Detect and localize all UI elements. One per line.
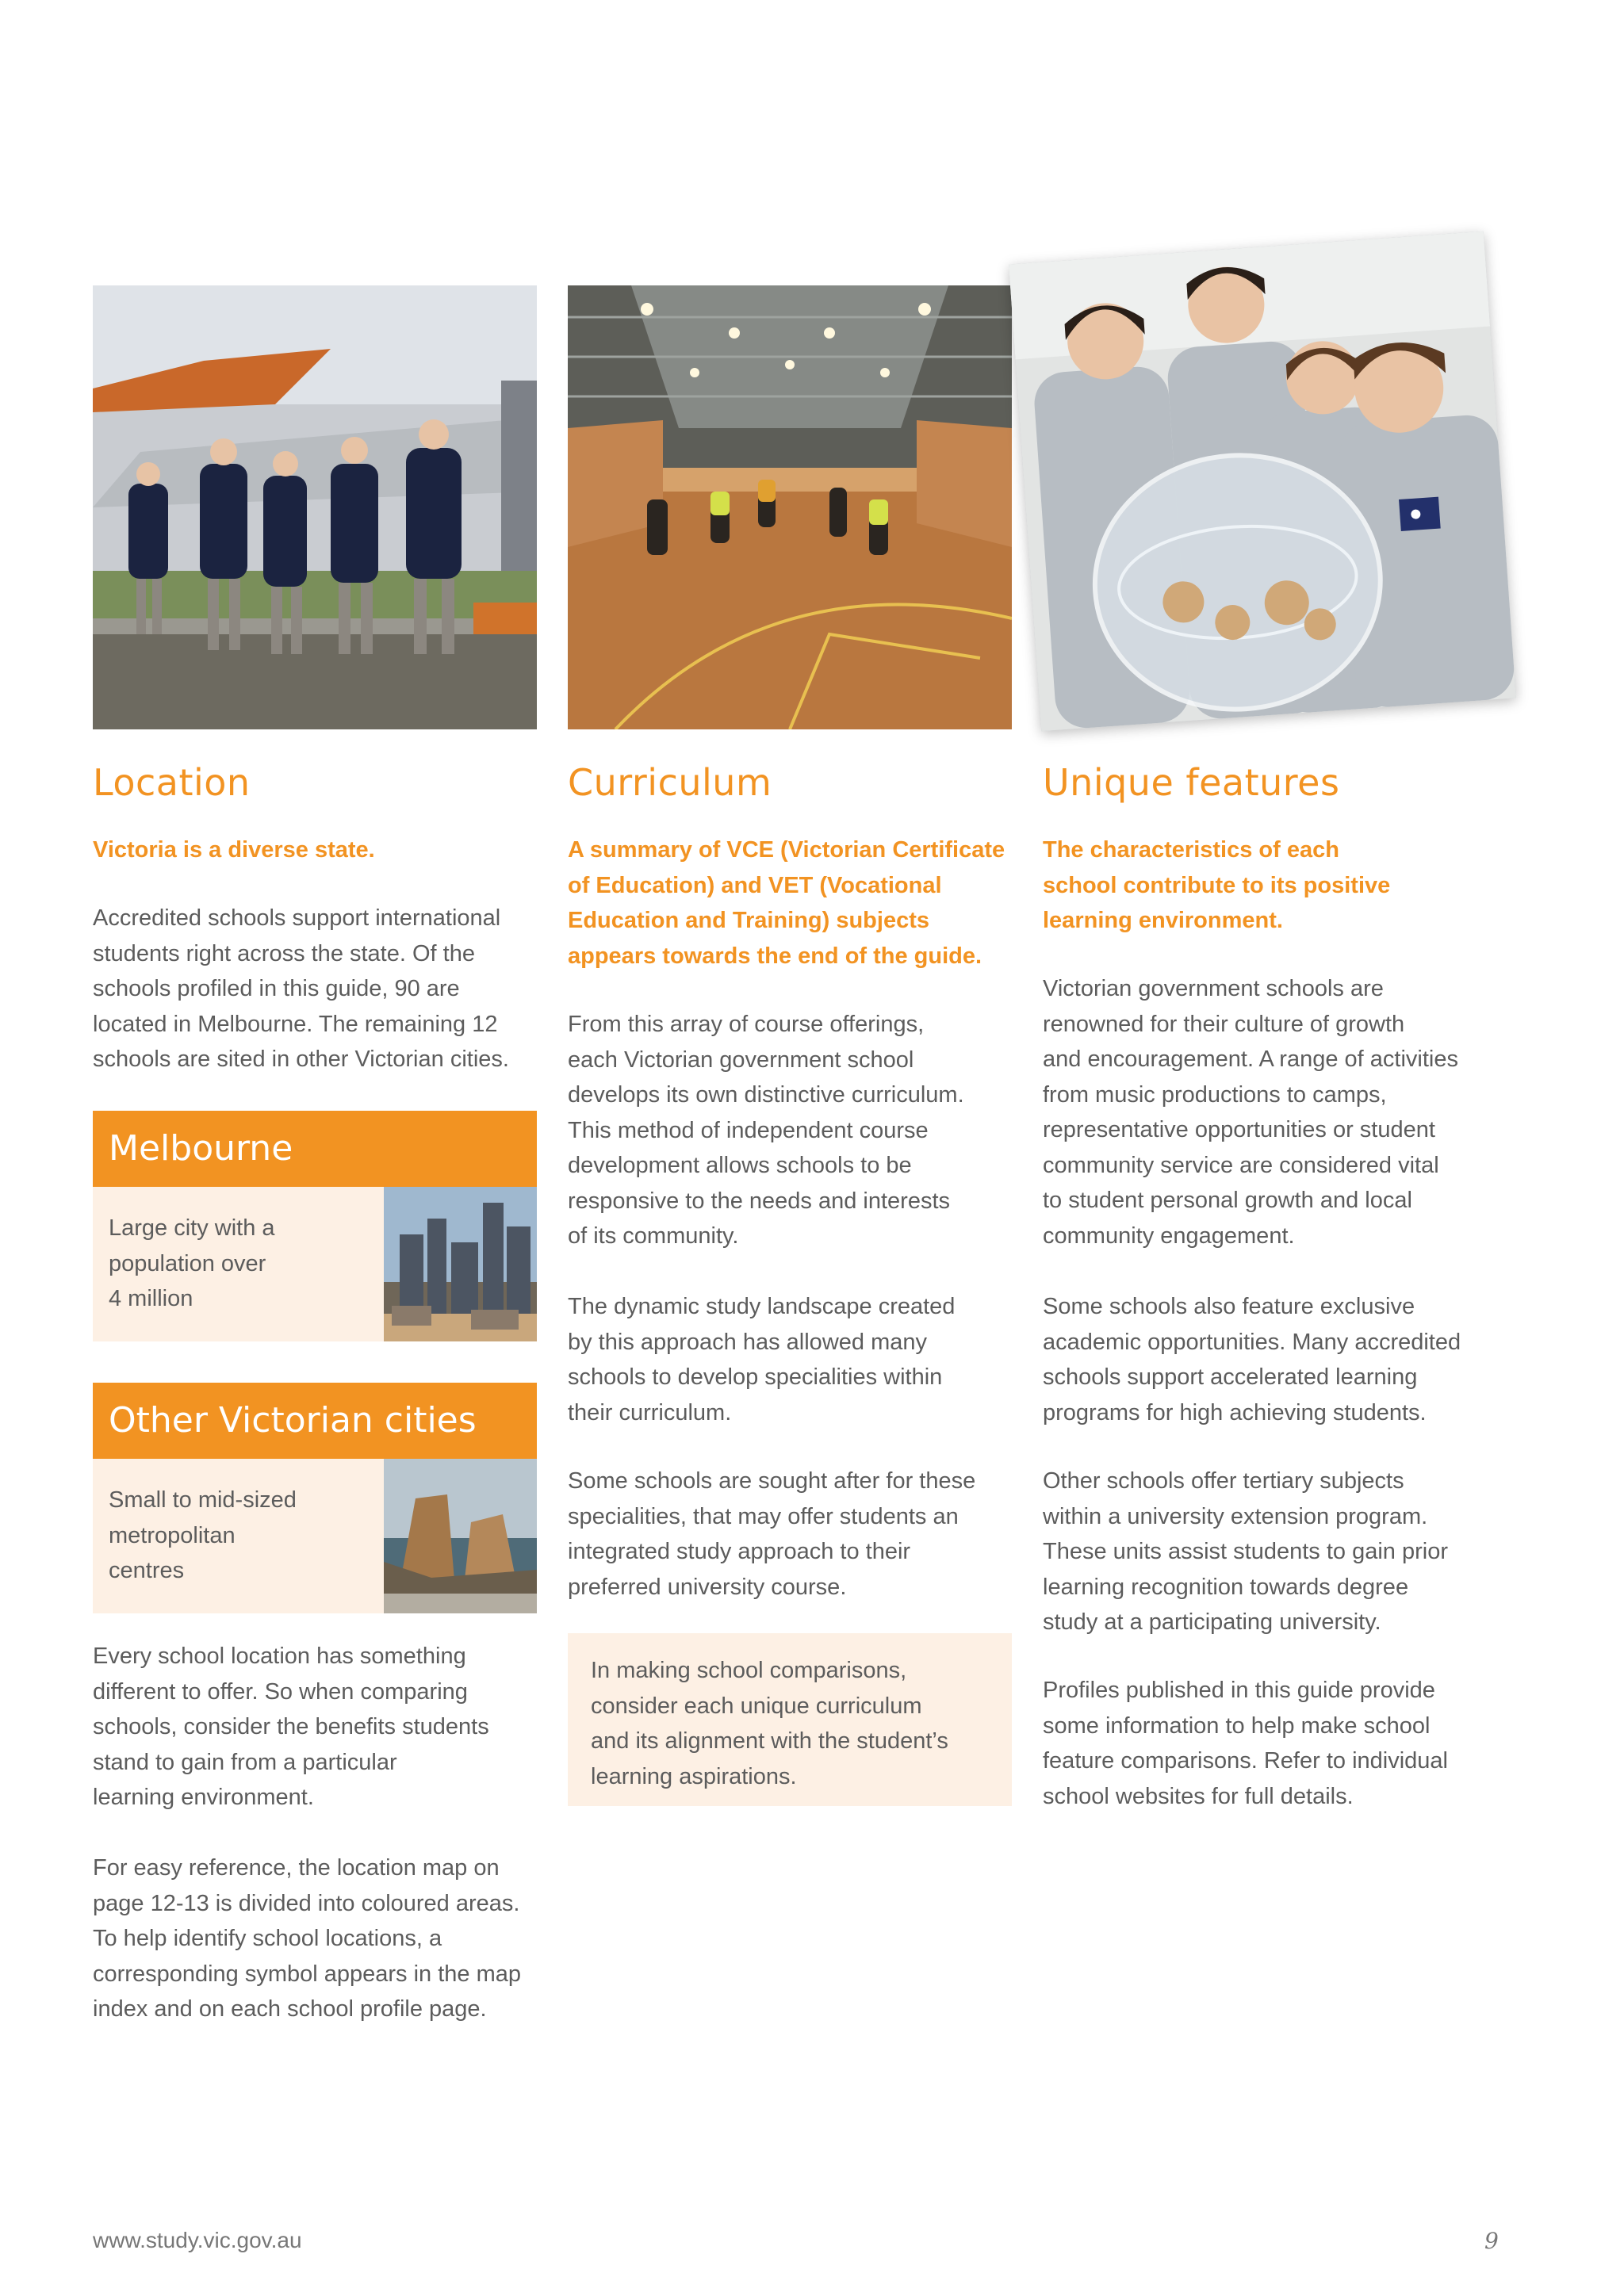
curriculum-lead: A summary of VCE (Victorian Certificate of Education) and VET (Vocational Education and Training) subjects appears towards the end of the guide.: [568, 837, 1005, 969]
melbourne-box-text: Large city with a population over 4 million: [109, 1215, 275, 1311]
melbourne-skyline-image: [384, 1187, 537, 1341]
other-cities-box-text: Small to mid-sized metropolitan centres: [109, 1487, 297, 1583]
curriculum-paragraph-2: The dynamic study landscape created by this approach has allowed many schools to develop specialities within their curriculum.: [568, 1294, 956, 1425]
other-cities-box-title: Other Victorian cities: [93, 1383, 537, 1459]
unique-features-paragraph-4: Profiles published in this guide provide some information to help make school feature comparisons. Refer to individual school websites for full details.: [1043, 1678, 1448, 1809]
sports-hall-photo: [568, 285, 1012, 729]
curriculum-note-box: [568, 1633, 1012, 1806]
location-paragraph-3: For easy reference, the location map on page 12-13 is divided into coloured areas. To help identify school locations, a corresponding symbol appears in the map index and on each school profile page.: [93, 1855, 522, 2022]
curriculum-paragraph-3: Some schools are sought after for these specialities, that may offer students an integrated study approach to their preferred university course.: [568, 1468, 976, 1600]
unique-features-lead: The characteristics of each school contribute to its positive learning environment.: [1043, 837, 1391, 933]
location-heading: Location: [93, 761, 251, 804]
unique-features-paragraph-1: Victorian government schools are renowned for their culture of growth and encouragement. A range of activities from music productions to camps, representative opportunities or student community service are considered vital to student personal growth and local community engagement.: [1043, 976, 1458, 1249]
footer-website-url[interactable]: www.study.vic.gov.au: [93, 2228, 302, 2252]
location-lead: Victoria is a diverse state.: [93, 837, 375, 863]
unique-features-paragraph-3: Other schools offer tertiary subjects within a university extension program. These units assist students to gain prior learning recognition towards degree study at a participating university.: [1043, 1468, 1448, 1635]
curriculum-note-text: In making school comparisons, consider each unique curriculum and its alignment with the student’s learning aspirations.: [591, 1658, 948, 1789]
curriculum-heading: Curriculum: [568, 761, 772, 804]
unique-features-heading: Unique features: [1043, 761, 1340, 804]
coastal-rocks-image: [384, 1459, 537, 1613]
curriculum-paragraph-1: From this array of course offerings, each Victorian government school develops its own distinctive curriculum. This method of independent course development allows schools to be responsive to the needs and interests of its community.: [568, 1012, 964, 1249]
location-paragraph-2: Every school location has something different to offer. So when comparing schools, consider the benefits students stand to gain from a particular learning environment.: [93, 1644, 489, 1810]
other-cities-box: [93, 1459, 537, 1613]
location-paragraph-1: Accredited schools support international students right across the state. Of the schools profiled in this guide, 90 are located in Melbourne. The remaining 12 schools are sited in other Victorian cities.: [93, 905, 509, 1072]
melbourne-box-title: Melbourne: [93, 1111, 537, 1187]
page-number: 9: [1484, 2228, 1499, 2254]
melbourne-box: [93, 1187, 537, 1341]
unique-features-paragraph-2: Some schools also feature exclusive academic opportunities. Many accredited schools support accelerated learning programs for high achieving students.: [1043, 1294, 1461, 1425]
students-science-photo: [1009, 232, 1516, 731]
students-walking-photo: [93, 285, 537, 729]
